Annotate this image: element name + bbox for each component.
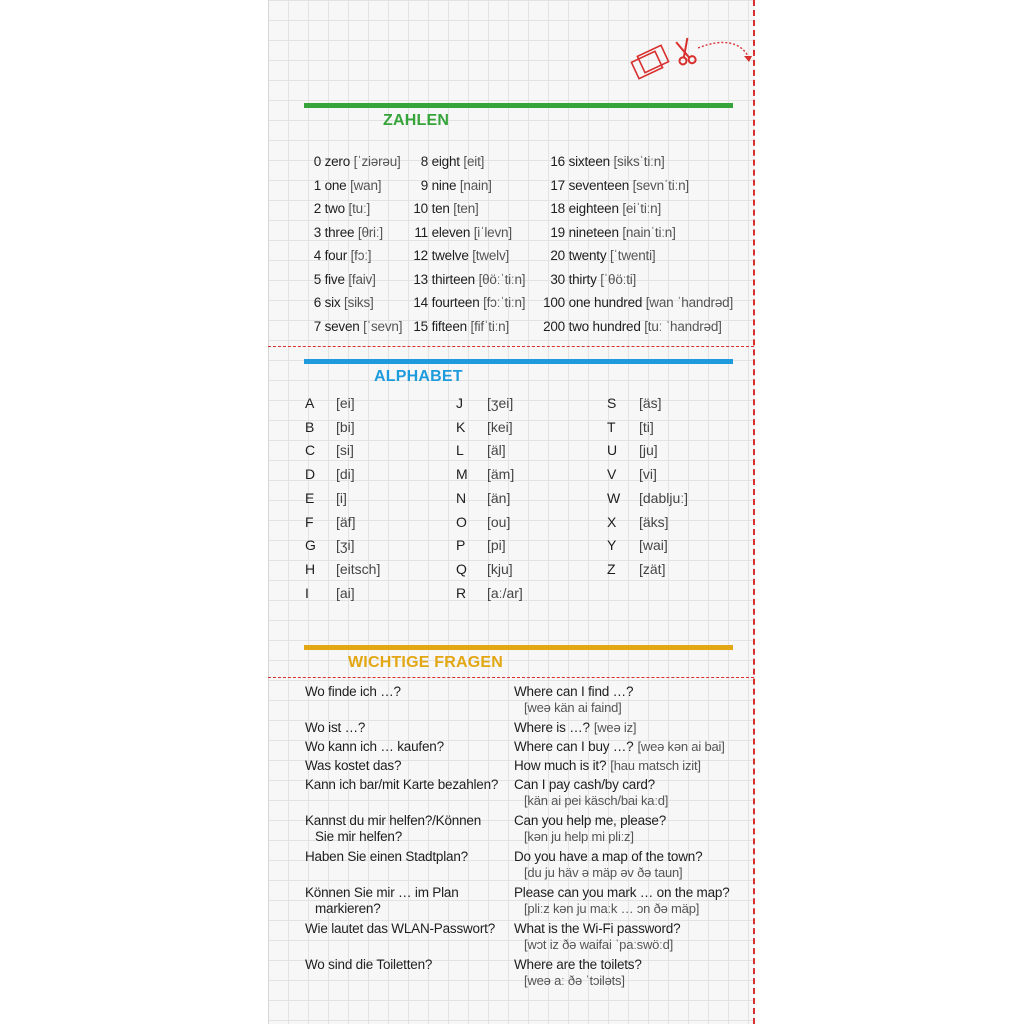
alphabet-letter: M [456, 466, 468, 483]
number-entry [301, 200, 370, 218]
alphabet-letter: K [456, 418, 466, 435]
number-digit: 17 [550, 177, 565, 193]
number-pronunciation: [θriː] [357, 224, 383, 240]
alphabet-letter: U [607, 442, 618, 459]
number-entry [406, 318, 509, 336]
question-german: Kannst du mir helfen?/Können [305, 813, 482, 828]
number-word: seven [324, 318, 360, 334]
question-pronunciation: [weə aː ðə ˈtɔiləts] [524, 973, 625, 988]
question-english: Where can I buy …? [514, 739, 634, 754]
number-entry [301, 177, 381, 195]
question-german: Was kostet das? [305, 758, 402, 773]
alphabet-title: ALPHABET [374, 368, 463, 385]
number-pronunciation: [wan ˈhandrəd] [645, 295, 734, 310]
number-digit: 9 [420, 177, 428, 193]
number-pronunciation: [ˈziərəu] [353, 154, 401, 169]
alphabet-letter: L [456, 442, 464, 459]
number-word: seventeen [568, 177, 630, 193]
number-pronunciation: [tuː] [348, 201, 371, 216]
question-german: Haben Sie einen Stadtplan? [305, 849, 468, 864]
alphabet-rule [304, 359, 733, 364]
number-word: nine [431, 177, 457, 193]
number-entry [535, 271, 636, 289]
question-english: What is the Wi-Fi password? [514, 921, 681, 936]
question-german: Wo ist …? [305, 720, 366, 735]
number-digit: 2 [313, 201, 321, 216]
question-english: How much is it? [514, 758, 607, 773]
alphabet-letter: R [456, 584, 467, 601]
alphabet-pronunciation: [äks] [639, 513, 669, 530]
number-pronunciation: [θöːˈtiːn] [478, 271, 526, 287]
number-pronunciation: [ˈθöːti] [600, 271, 637, 287]
scissors-icon [628, 32, 758, 90]
number-digit: 16 [550, 154, 565, 169]
number-pronunciation: [siks] [344, 295, 374, 310]
number-digit: 3 [313, 224, 321, 240]
alphabet-letter: H [305, 560, 316, 577]
alphabet-letter: A [305, 395, 315, 411]
number-pronunciation: [tuː ˈhandrəd] [644, 318, 722, 334]
number-pronunciation: [fɔːˈtiːn] [483, 295, 526, 310]
number-digit: 14 [413, 295, 428, 310]
alphabet-pronunciation: [ai] [336, 584, 355, 601]
number-digit: 20 [550, 248, 565, 263]
number-digit: 15 [413, 318, 428, 334]
question-pronunciation: [wɔt iz ðə waifai ˈpaːswöːd] [524, 937, 674, 952]
number-digit: 200 [543, 318, 565, 334]
alphabet-letter: Q [456, 560, 467, 577]
question-german: Wo kann ich … kaufen? [305, 739, 444, 754]
number-digit: 7 [313, 318, 321, 334]
question-english: Can I pay cash/by card? [514, 777, 655, 792]
number-entry [535, 153, 665, 171]
number-word: zero [324, 154, 351, 169]
alphabet-letter: B [305, 418, 315, 435]
number-entry [535, 224, 676, 242]
question-pronunciation: [pliːz kən ju maːk … ɔn ðə mäp] [524, 901, 700, 916]
numbers-title: ZAHLEN [383, 112, 450, 129]
question-german: Wo sind die Toiletten? [305, 957, 433, 972]
number-entry [406, 224, 512, 242]
number-entry [406, 271, 525, 289]
number-pronunciation: [ten] [453, 201, 479, 216]
alphabet-pronunciation: [zät] [639, 560, 666, 577]
number-word: six [324, 295, 341, 310]
alphabet-pronunciation: [wai] [639, 537, 668, 554]
alphabet-letter: Z [607, 560, 616, 577]
alphabet-pronunciation: [eitsch] [336, 560, 381, 577]
number-digit: 1 [313, 177, 321, 193]
number-entry [535, 247, 655, 265]
number-word: thirty [568, 271, 597, 287]
question-english: Where can I find …? [514, 684, 634, 699]
number-entry [301, 224, 383, 242]
alphabet-pronunciation: [ju] [639, 442, 658, 459]
number-entry [301, 294, 374, 312]
number-entry [301, 271, 376, 289]
page-edge [268, 0, 269, 1024]
number-digit: 0 [313, 154, 321, 169]
number-digit: 18 [550, 201, 565, 216]
alphabet-pronunciation: [äl] [487, 442, 506, 459]
question-german: markieren? [315, 901, 381, 916]
number-pronunciation: [fɔː] [350, 248, 372, 263]
question-pronunciation: [hau matsch izit] [610, 758, 701, 773]
cards-icon [631, 45, 668, 78]
number-entry [535, 318, 722, 336]
number-entry [406, 247, 509, 265]
number-entry [406, 294, 525, 312]
question-german: Können Sie mir … im Plan [305, 885, 459, 900]
number-entry [535, 200, 661, 218]
number-pronunciation: [twelv] [472, 248, 510, 263]
question-german: Sie mir helfen? [315, 829, 403, 844]
question-pronunciation: [weə kən ai bai] [637, 739, 725, 754]
number-entry [406, 200, 479, 218]
number-entry [301, 318, 402, 336]
number-pronunciation: [wan] [350, 177, 382, 193]
alphabet-pronunciation: [si] [336, 442, 354, 459]
number-word: one [324, 177, 347, 193]
alphabet-letter: S [607, 395, 617, 411]
number-digit: 8 [420, 154, 428, 169]
number-pronunciation: [iˈlevn] [473, 224, 512, 240]
alphabet-pronunciation: [kju] [487, 560, 513, 577]
number-digit: 5 [313, 271, 321, 287]
alphabet-pronunciation: [äm] [487, 466, 515, 483]
number-entry [406, 153, 484, 171]
number-word: nineteen [568, 224, 619, 240]
number-word: twelve [431, 248, 469, 263]
alphabet-letter: J [456, 395, 463, 411]
number-digit: 11 [414, 224, 428, 240]
alphabet-letter: F [305, 513, 314, 530]
question-english: Where are the toilets? [514, 957, 642, 972]
number-word: eleven [431, 224, 471, 240]
alphabet-pronunciation: [dabljuː] [639, 489, 689, 506]
questions-rule [304, 645, 733, 650]
number-word: two [324, 201, 345, 216]
alphabet-letter: E [305, 489, 315, 506]
alphabet-letter: O [456, 513, 467, 530]
number-digit: 6 [313, 295, 321, 310]
number-word: one hundred [568, 295, 643, 310]
question-english: Please can you mark … on the map? [514, 885, 730, 900]
number-word: fourteen [431, 295, 480, 310]
alphabet-pronunciation: [äf] [336, 513, 356, 530]
number-word: two hundred [568, 318, 641, 334]
question-german: Wo finde ich …? [305, 684, 401, 699]
number-digit: 13 [413, 271, 428, 287]
alphabet-letter: T [607, 418, 616, 435]
alphabet-letter: D [305, 466, 316, 483]
alphabet-pronunciation: [ei] [336, 395, 355, 411]
alphabet-pronunciation: [i] [336, 489, 347, 506]
number-pronunciation: [siksˈtiːn] [613, 154, 665, 169]
alphabet-pronunciation: [vi] [639, 466, 657, 483]
question-german: Kann ich bar/mit Karte bezahlen? [305, 777, 499, 792]
question-pronunciation: [kän ai pei käsch/bai kaːd] [524, 793, 669, 808]
number-word: fifteen [431, 318, 467, 334]
alphabet-letter: I [305, 584, 309, 601]
alphabet-letter: Y [607, 537, 617, 554]
horizontal-cut-line-2 [268, 677, 754, 678]
horizontal-cut-line-1 [268, 346, 754, 347]
number-entry [301, 247, 371, 265]
alphabet-pronunciation: [ou] [487, 513, 511, 530]
number-word: eight [431, 154, 460, 169]
number-digit: 4 [313, 248, 321, 263]
alphabet-pronunciation: [kei] [487, 418, 513, 435]
number-pronunciation: [ˈtwenti] [609, 248, 656, 263]
number-pronunciation: [fifˈtiːn] [470, 318, 510, 334]
alphabet-pronunciation: [aː/ar] [487, 584, 523, 601]
number-digit: 12 [413, 248, 428, 263]
vertical-cut-line [753, 0, 755, 1024]
question-pronunciation: [weə kän ai faind] [524, 700, 622, 715]
number-entry [301, 153, 401, 171]
question-pronunciation: [weə iz] [593, 720, 637, 735]
number-pronunciation: [sevnˈtiːn] [632, 177, 689, 193]
alphabet-pronunciation: [ʒei] [487, 395, 514, 411]
alphabet-letter: V [607, 466, 617, 483]
number-word: twenty [568, 248, 607, 263]
alphabet-letter: G [305, 537, 316, 554]
number-digit: 19 [550, 224, 565, 240]
question-pronunciation: [du ju häv ə mäp əv ðə taun] [524, 865, 683, 880]
number-word: thirteen [431, 271, 475, 287]
number-digit: 10 [413, 201, 428, 216]
number-entry [535, 177, 689, 195]
number-pronunciation: [faiv] [348, 271, 376, 287]
dashed-arrow-icon [698, 42, 748, 56]
alphabet-pronunciation: [än] [487, 489, 511, 506]
number-digit: 100 [543, 295, 565, 310]
number-word: eighteen [568, 201, 619, 216]
question-german: Wie lautet das WLAN-Passwort? [305, 921, 496, 936]
alphabet-letter: N [456, 489, 467, 506]
number-pronunciation: [nainˈtiːn] [622, 224, 676, 240]
number-word: sixteen [568, 154, 610, 169]
number-entry [535, 294, 733, 312]
alphabet-pronunciation: [äs] [639, 395, 662, 411]
alphabet-pronunciation: [di] [336, 466, 355, 483]
alphabet-pronunciation: [ʒi] [336, 537, 355, 554]
number-pronunciation: [eit] [463, 154, 485, 169]
number-pronunciation: [eiˈtiːn] [622, 201, 662, 216]
number-word: five [324, 271, 345, 287]
alphabet-letter: W [607, 489, 621, 506]
numbers-rule [304, 103, 733, 108]
question-english: Can you help me, please? [514, 813, 667, 828]
alphabet-pronunciation: [bi] [336, 418, 355, 435]
number-pronunciation: [nain] [459, 177, 492, 193]
alphabet-letter: P [456, 537, 466, 554]
number-word: four [324, 248, 348, 263]
number-pronunciation: [ˈsevn] [363, 318, 403, 334]
number-digit: 30 [550, 271, 565, 287]
number-word: ten [431, 201, 450, 216]
question-english: Where is …? [514, 720, 590, 735]
alphabet-letter: X [607, 513, 617, 530]
number-entry [406, 177, 492, 195]
questions-title: WICHTIGE FRAGEN [348, 654, 503, 671]
question-english: Do you have a map of the town? [514, 849, 703, 864]
question-pronunciation: [kən ju help mi pliːz] [524, 829, 634, 844]
number-word: three [324, 224, 355, 240]
alphabet-pronunciation: [pi] [487, 537, 506, 554]
alphabet-pronunciation: [ti] [639, 418, 654, 435]
alphabet-letter: C [305, 442, 316, 459]
